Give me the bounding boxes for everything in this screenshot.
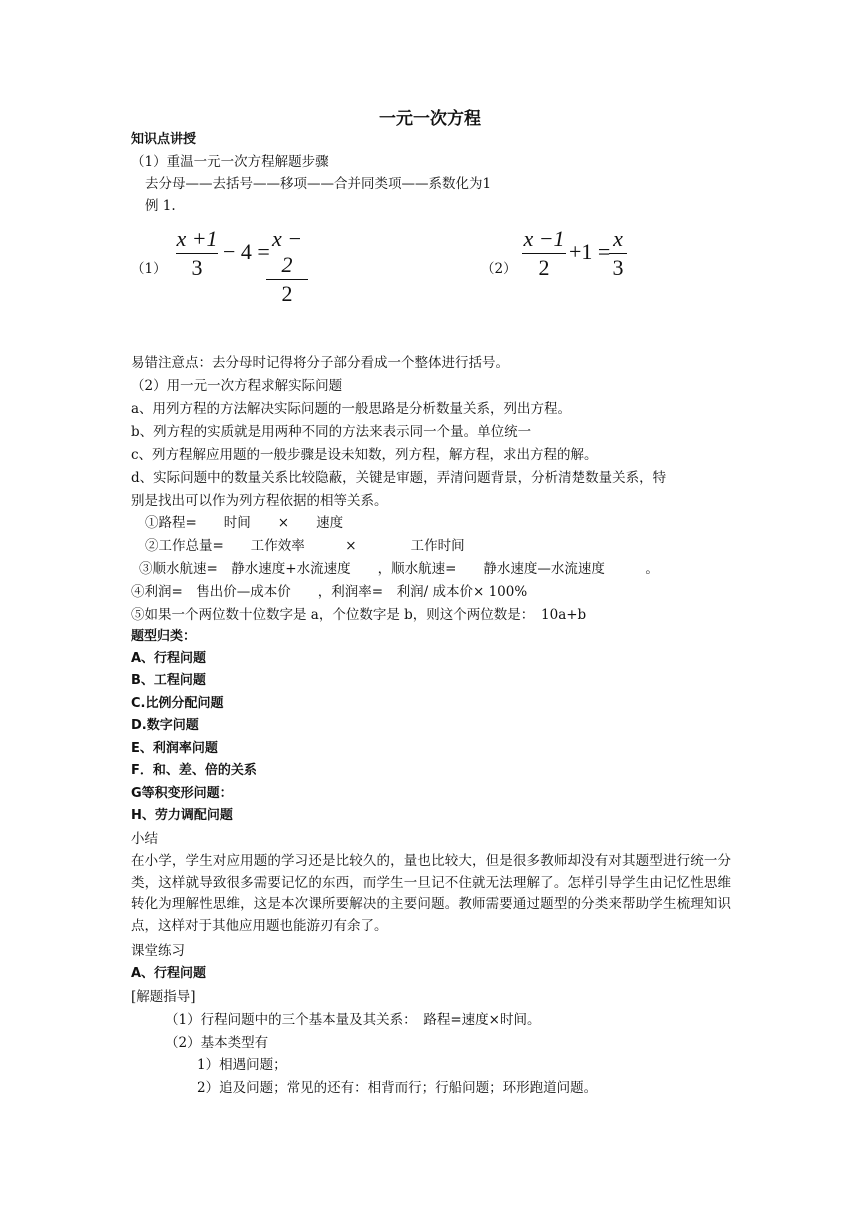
summary-paragraph: 在小学，学生对应用题的学习还是比较久的，量也比较大，但是很多教师却没有对其题型进行统一分类，这样就导致很多需要记忆的东西，而学生一旦记不住就无法理解了。怎样引导学生由记忆性思维转化为理解性思维，这是本次课所要解决的主要问题。教师需要通过题型的分类来帮助学生梳理知识点，这样对于其他应用题也能游刃有余了。	[131, 853, 731, 934]
formula-distance: ①路程= 时间 × 速度	[145, 515, 344, 531]
point-b: b、列方程的实质就是用两种不同的方法来表示同一个量。单位统一	[131, 424, 532, 440]
guide-point-2: （2）基本类型有	[165, 1035, 269, 1051]
type-item: G等积变形问题：	[131, 786, 233, 801]
numerator: x −1	[523, 226, 565, 251]
guide-subpoint-2: 2）追及问题；常见的还有：相背而行；行船问题；环形跑道问题。	[197, 1080, 598, 1096]
denominator: 3	[191, 255, 203, 280]
point-c: c、列方程解应用题的一般步骤是设未知数，列方程，解方程，求出方程的解。	[131, 447, 598, 463]
practice-type-a: A、行程问题	[131, 966, 207, 981]
type-item: H、劳力调配问题	[131, 808, 233, 823]
formula-profit: ④利润= 售出价—成本价 ，利润率= 利润/ 成本价× 100%	[131, 584, 528, 600]
point-d-line-1: d、实际问题中的数量关系比较隐蔽，关键是审题，弄清问题背景，分析清楚数量关系，特	[131, 470, 667, 486]
numerator: x − 2	[271, 226, 303, 277]
denominator: 3	[612, 255, 624, 280]
types-heading: 题型归类：	[131, 629, 197, 644]
formula-work: ②工作总量= 工作效率 × 工作时间	[145, 538, 465, 554]
equation-1-fraction-left	[176, 226, 218, 281]
type-item: F．和、差、倍的关系	[131, 763, 257, 778]
step-heading: （1）重温一元一次方程解题步骤	[131, 154, 329, 170]
type-item: B、工程问题	[131, 673, 206, 688]
summary-heading: 小结	[131, 831, 158, 847]
page-title: 一元一次方程	[379, 109, 481, 129]
equation-1-operator: − 4 =	[223, 239, 270, 264]
type-item: D.数字问题	[131, 718, 199, 733]
type-item: C.比例分配问题	[131, 696, 224, 711]
type-item: E、利润率问题	[131, 741, 218, 756]
solving-steps: 去分母——去括号——移项——合并同类项——系数化为1	[145, 176, 492, 192]
denominator: 2	[281, 281, 293, 306]
error-note: 易错注意点：去分母时记得将分子部分看成一个整体进行括号。	[131, 355, 509, 371]
section-heading: 知识点讲授	[131, 132, 197, 147]
equation-2-fraction-right	[609, 226, 627, 281]
equation-1-fraction-right	[266, 226, 308, 307]
denominator: 2	[538, 255, 550, 280]
equation-2-label: （2）	[481, 261, 517, 277]
type-item: A、行程问题	[131, 651, 207, 666]
part-2-heading: （2）用一元一次方程求解实际问题	[131, 378, 343, 394]
guide-subpoint-1: 1）相遇问题；	[197, 1057, 287, 1073]
guide-point-1: （1）行程问题中的三个基本量及其关系： 路程=速度×时间。	[165, 1012, 541, 1028]
equation-1-label: （1）	[131, 261, 167, 277]
equation-2-fraction-left	[522, 226, 566, 281]
equation-2-operator: +1 =	[569, 239, 611, 264]
point-a: a、用列方程的方法解决实际问题的一般思路是分析数量关系，列出方程。	[131, 401, 572, 417]
numerator: x +1	[176, 226, 218, 251]
point-d-line-2: 别是找出可以作为列方程依据的相等关系。	[131, 493, 388, 509]
formula-two-digit: ⑤如果一个两位数十位数字是 a，个位数字是 b，则这个两位数是： 10a+b	[131, 607, 587, 623]
practice-heading: 课堂练习	[131, 943, 185, 959]
guide-heading: [解题指导]	[131, 989, 196, 1005]
numerator: x	[613, 226, 623, 251]
example-label: 例 1.	[145, 198, 176, 214]
formula-boat-speed: ③顺水航速= 静水速度+水流速度 ，顺水航速= 静水速度—水流速度 。	[139, 561, 659, 577]
